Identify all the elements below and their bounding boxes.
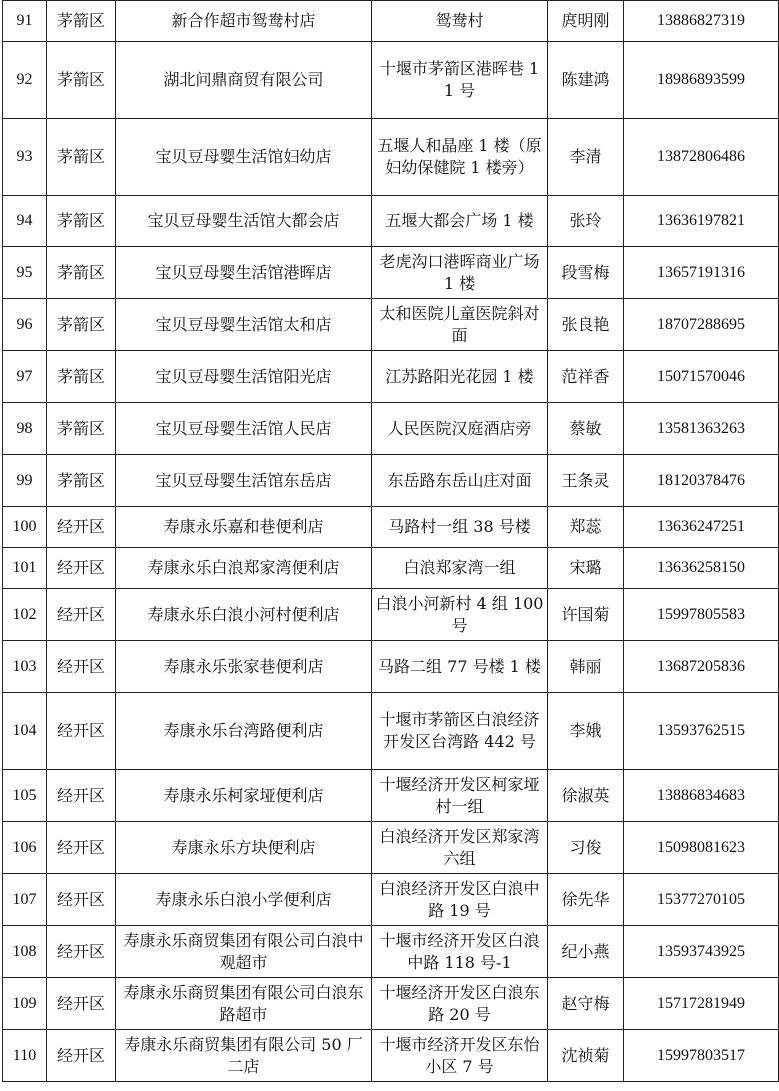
store-name-cell: 宝贝豆母婴生活馆太和店 <box>116 299 372 351</box>
address-cell: 白浪小河新村 4 组 100 号 <box>372 589 548 641</box>
district-cell: 经开区 <box>47 822 116 874</box>
table-row <box>3 926 779 978</box>
district-cell: 茅箭区 <box>47 196 116 247</box>
row-number: 94 <box>3 196 47 247</box>
table-row <box>3 548 779 589</box>
contact-cell: 徐先华 <box>548 874 624 926</box>
row-number: 98 <box>3 403 47 455</box>
district-cell: 经开区 <box>47 693 116 770</box>
district-cell: 茅箭区 <box>47 1 116 42</box>
phone-cell: 15377270105 <box>624 874 779 926</box>
row-number: 102 <box>3 589 47 641</box>
row-number: 96 <box>3 299 47 351</box>
table-row <box>3 455 779 507</box>
store-name-cell: 寿康永乐张家巷便利店 <box>116 641 372 693</box>
phone-cell: 13872806486 <box>624 119 779 196</box>
store-name-cell: 寿康永乐台湾路便利店 <box>116 693 372 770</box>
table-row <box>3 589 779 641</box>
address-cell: 白浪郑家湾一组 <box>372 548 548 589</box>
contact-cell: 陈建鸿 <box>548 42 624 119</box>
phone-cell: 15997805583 <box>624 589 779 641</box>
store-name-cell: 宝贝豆母婴生活馆港晖店 <box>116 247 372 299</box>
contact-cell: 范祥香 <box>548 351 624 403</box>
store-name-cell: 寿康永乐白浪小河村便利店 <box>116 589 372 641</box>
address-cell: 十堰经济开发区柯家垭村一组 <box>372 770 548 822</box>
store-name-cell: 宝贝豆母婴生活馆大都会店 <box>116 196 372 247</box>
address-cell: 白浪经济开发区白浪中路 19 号 <box>372 874 548 926</box>
phone-cell: 15071570046 <box>624 351 779 403</box>
table-row <box>3 196 779 247</box>
phone-cell: 13636258150 <box>624 548 779 589</box>
contact-cell: 纪小燕 <box>548 926 624 978</box>
row-number: 100 <box>3 507 47 548</box>
table-row <box>3 403 779 455</box>
address-cell: 人民医院汉庭酒店旁 <box>372 403 548 455</box>
district-cell: 茅箭区 <box>47 403 116 455</box>
phone-cell: 13593743925 <box>624 926 779 978</box>
row-number: 101 <box>3 548 47 589</box>
phone-cell: 13886827319 <box>624 1 779 42</box>
address-cell: 马路二组 77 号楼 1 楼 <box>372 641 548 693</box>
district-cell: 经开区 <box>47 926 116 978</box>
district-cell: 茅箭区 <box>47 42 116 119</box>
contact-cell: 许国菊 <box>548 589 624 641</box>
district-cell: 经开区 <box>47 548 116 589</box>
table-row <box>3 822 779 874</box>
phone-cell: 13687205836 <box>624 641 779 693</box>
address-cell: 十堰市茅箭区港晖巷 11 号 <box>372 42 548 119</box>
address-cell: 老虎沟口港晖商业广场 1 楼 <box>372 247 548 299</box>
district-cell: 经开区 <box>47 874 116 926</box>
district-cell: 茅箭区 <box>47 455 116 507</box>
row-number: 99 <box>3 455 47 507</box>
address-cell: 江苏路阳光花园 1 楼 <box>372 351 548 403</box>
phone-cell: 13636247251 <box>624 507 779 548</box>
contact-cell: 宋璐 <box>548 548 624 589</box>
phone-cell: 18120378476 <box>624 455 779 507</box>
district-cell: 茅箭区 <box>47 299 116 351</box>
table-row <box>3 119 779 196</box>
phone-cell: 18707288695 <box>624 299 779 351</box>
address-cell: 十堰市经济开发区东怡小区 7 号 <box>372 1030 548 1082</box>
contact-cell: 段雪梅 <box>548 247 624 299</box>
address-cell: 十堰市茅箭区白浪经济开发区台湾路 442 号 <box>372 693 548 770</box>
phone-cell: 13593762515 <box>624 693 779 770</box>
table-row <box>3 299 779 351</box>
address-cell: 十堰经济开发区白浪东路 20 号 <box>372 978 548 1030</box>
district-cell: 茅箭区 <box>47 351 116 403</box>
contact-cell: 习俊 <box>548 822 624 874</box>
row-number: 95 <box>3 247 47 299</box>
store-list-table <box>2 0 779 1082</box>
contact-cell: 李清 <box>548 119 624 196</box>
phone-cell: 15997803517 <box>624 1030 779 1082</box>
district-cell: 经开区 <box>47 770 116 822</box>
table-row <box>3 978 779 1030</box>
store-name-cell: 宝贝豆母婴生活馆人民店 <box>116 403 372 455</box>
contact-cell: 张玲 <box>548 196 624 247</box>
store-name-cell: 寿康永乐嘉和巷便利店 <box>116 507 372 548</box>
store-name-cell: 宝贝豆母婴生活馆东岳店 <box>116 455 372 507</box>
store-name-cell: 新合作超市鸳鸯村店 <box>116 1 372 42</box>
phone-cell: 18986893599 <box>624 42 779 119</box>
store-name-cell: 宝贝豆母婴生活馆妇幼店 <box>116 119 372 196</box>
contact-cell: 庹明刚 <box>548 1 624 42</box>
address-cell: 马路村一组 38 号楼 <box>372 507 548 548</box>
district-cell: 经开区 <box>47 507 116 548</box>
contact-cell: 张良艳 <box>548 299 624 351</box>
table-row <box>3 693 779 770</box>
district-cell: 经开区 <box>47 641 116 693</box>
row-number: 92 <box>3 42 47 119</box>
contact-cell: 赵守梅 <box>548 978 624 1030</box>
address-cell: 五堰人和晶座 1 楼（原妇幼保健院 1 楼旁） <box>372 119 548 196</box>
store-name-cell: 寿康永乐商贸集团有限公司 50 厂二店 <box>116 1030 372 1082</box>
phone-cell: 13657191316 <box>624 247 779 299</box>
row-number: 108 <box>3 926 47 978</box>
row-number: 91 <box>3 1 47 42</box>
row-number: 106 <box>3 822 47 874</box>
contact-cell: 徐淑英 <box>548 770 624 822</box>
store-name-cell: 寿康永乐白浪小学便利店 <box>116 874 372 926</box>
district-cell: 经开区 <box>47 1030 116 1082</box>
address-cell: 东岳路东岳山庄对面 <box>372 455 548 507</box>
district-cell: 经开区 <box>47 589 116 641</box>
table-row <box>3 247 779 299</box>
store-name-cell: 寿康永乐柯家垭便利店 <box>116 770 372 822</box>
table-row <box>3 351 779 403</box>
phone-cell: 13581363263 <box>624 403 779 455</box>
row-number: 105 <box>3 770 47 822</box>
store-name-cell: 寿康永乐商贸集团有限公司白浪中观超市 <box>116 926 372 978</box>
contact-cell: 韩丽 <box>548 641 624 693</box>
row-number: 109 <box>3 978 47 1030</box>
row-number: 104 <box>3 693 47 770</box>
address-cell: 太和医院儿童医院斜对面 <box>372 299 548 351</box>
phone-cell: 15717281949 <box>624 978 779 1030</box>
district-cell: 茅箭区 <box>47 119 116 196</box>
contact-cell: 王条灵 <box>548 455 624 507</box>
phone-cell: 15098081623 <box>624 822 779 874</box>
table-body <box>3 1 779 1082</box>
contact-cell: 李娥 <box>548 693 624 770</box>
table-row <box>3 507 779 548</box>
store-name-cell: 湖北问鼎商贸有限公司 <box>116 42 372 119</box>
table-row <box>3 874 779 926</box>
row-number: 103 <box>3 641 47 693</box>
contact-cell: 蔡敏 <box>548 403 624 455</box>
address-cell: 白浪经济开发区郑家湾六组 <box>372 822 548 874</box>
row-number: 107 <box>3 874 47 926</box>
table-row <box>3 770 779 822</box>
address-cell: 十堰市经济开发区白浪中路 118 号-1 <box>372 926 548 978</box>
table-row <box>3 641 779 693</box>
phone-cell: 13636197821 <box>624 196 779 247</box>
store-name-cell: 宝贝豆母婴生活馆阳光店 <box>116 351 372 403</box>
contact-cell: 沈祯菊 <box>548 1030 624 1082</box>
row-number: 110 <box>3 1030 47 1082</box>
row-number: 93 <box>3 119 47 196</box>
row-number: 97 <box>3 351 47 403</box>
store-name-cell: 寿康永乐商贸集团有限公司白浪东路超市 <box>116 978 372 1030</box>
store-name-cell: 寿康永乐白浪郑家湾便利店 <box>116 548 372 589</box>
table-row <box>3 1 779 42</box>
district-cell: 茅箭区 <box>47 247 116 299</box>
store-name-cell: 寿康永乐方块便利店 <box>116 822 372 874</box>
contact-cell: 郑蕊 <box>548 507 624 548</box>
table-row <box>3 1030 779 1082</box>
district-cell: 经开区 <box>47 978 116 1030</box>
address-cell: 五堰大都会广场 1 楼 <box>372 196 548 247</box>
phone-cell: 13886834683 <box>624 770 779 822</box>
table-row <box>3 42 779 119</box>
address-cell: 鸳鸯村 <box>372 1 548 42</box>
